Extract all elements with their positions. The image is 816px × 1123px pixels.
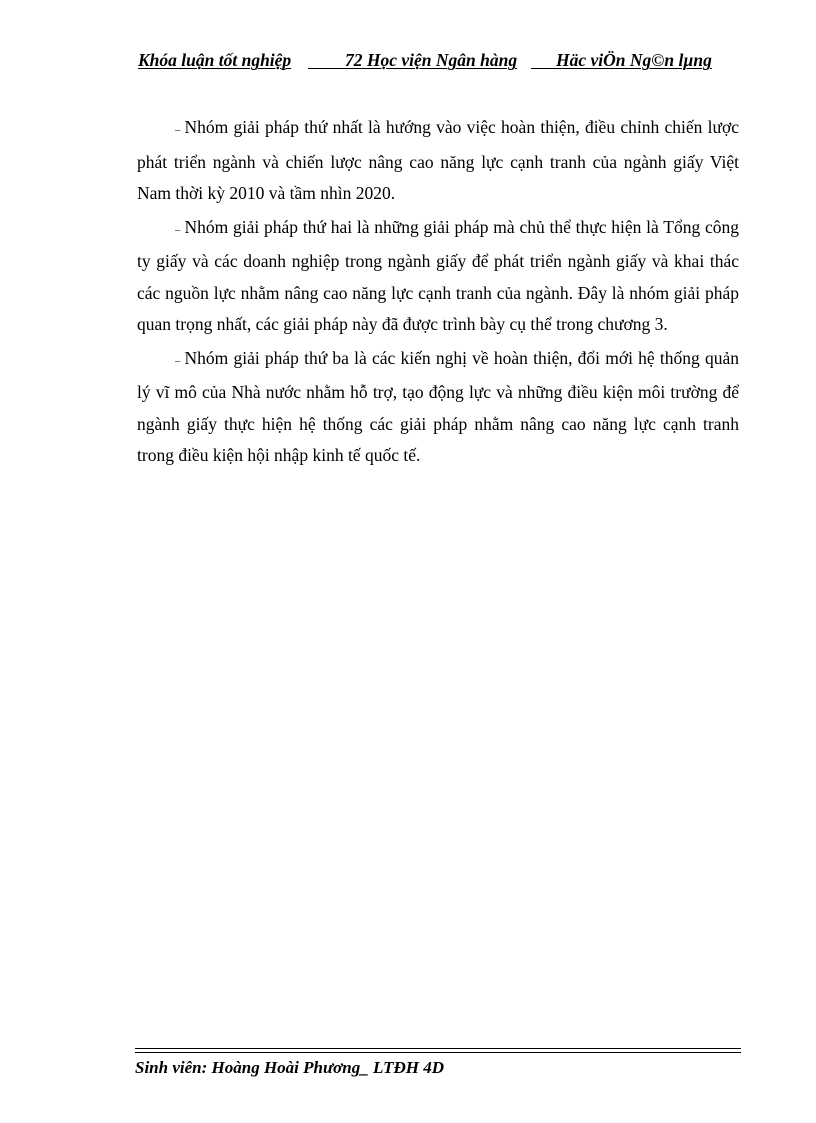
page-footer: Sinh viên: Hoàng Hoài Phương_ LTĐH 4D [135, 1058, 444, 1077]
bullet: – [175, 354, 181, 367]
paragraph [137, 112, 739, 210]
footer-rule-bottom [135, 1052, 741, 1053]
header-thesis-label: Khóa luận tốt nghiệp [138, 50, 292, 70]
header-institution-legacy: Häc viÖn Ng©n lµng [556, 50, 712, 70]
footer-rule-top [135, 1048, 741, 1049]
bullet: – [175, 223, 181, 236]
paragraph-text: Nhóm giải pháp thứ hai là những giải pháp mà chủ thể thực hiện là Tổng công ty giấy và các doanh nghiệp trong ngành giấy để phát triển ngành giấy và khai thác các nguồn lực nhằm nâng cao năng lực cạnh tranh của ngành. Đây là nhóm giải pháp quan trọng nhất, các giải pháp này đã được trình bày cụ thể trong chương 3. [137, 216, 739, 334]
paragraph-text: Nhóm giải pháp thứ nhất là hướng vào việc hoàn thiện, điều chỉnh chiến lược phát triển ngành và chiến lược nâng cao năng lực cạnh tranh của ngành giấy Việt Nam thời kỳ 2010 và tầm nhìn 2020. [137, 117, 739, 203]
paragraph [137, 343, 739, 472]
header-underline-gap [531, 68, 556, 69]
header-page-institution: 72 Học viện Ngân hàng [345, 50, 518, 70]
header-underline-gap [308, 68, 345, 69]
paragraph-text: Nhóm giải pháp thứ ba là các kiến nghị về hoàn thiện, đổi mới hệ thống quản lý vĩ mô của Nhà nước nhằm hỗ trợ, tạo động lực và những điều kiện môi trường để ngành giấy thực hiện hệ thống các giải pháp nhằm nâng cao năng lực cạnh tranh trong điều kiện hội nhập kinh tế quốc tế. [137, 347, 739, 465]
bullet: – [175, 124, 181, 136]
paragraph [137, 212, 739, 341]
document-body [137, 112, 739, 474]
